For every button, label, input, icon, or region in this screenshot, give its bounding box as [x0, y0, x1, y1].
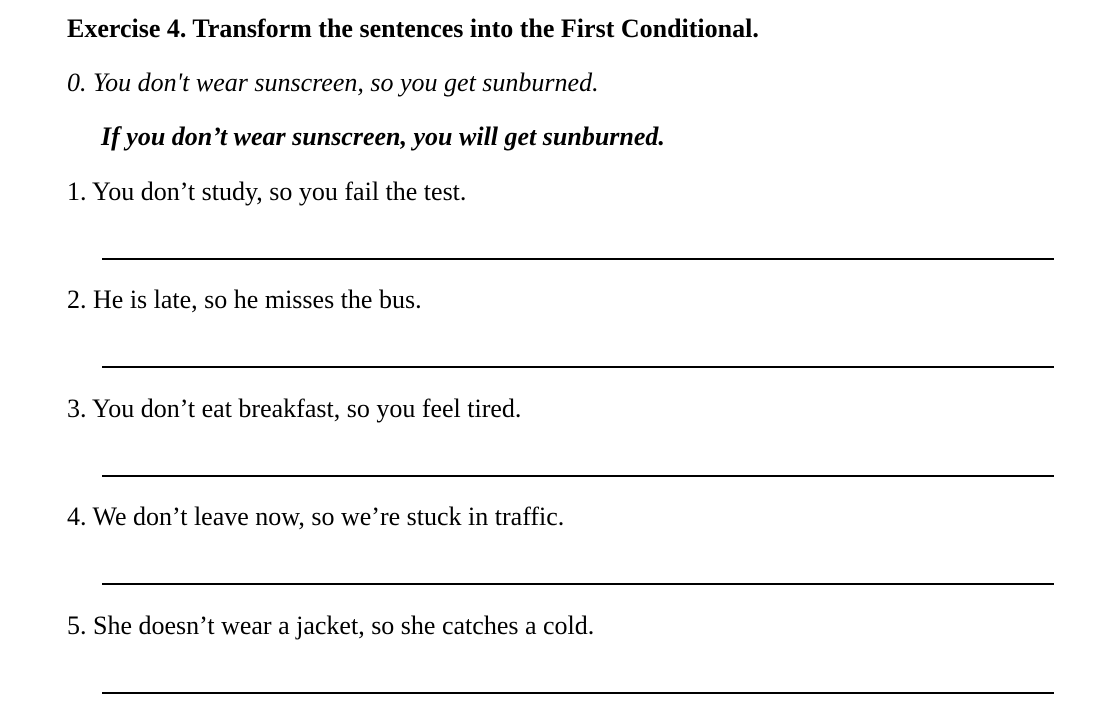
example-prompt: 0. You don't wear sunscreen, so you get sunburned.: [67, 68, 599, 97]
exercise-item-1: 1. You don’t study, so you fail the test.: [67, 177, 467, 206]
exercise-title: Exercise 4. Transform the sentences into the First Conditional.: [67, 14, 759, 43]
answer-line-3[interactable]: [102, 475, 1054, 477]
exercise-item-2: 2. He is late, so he misses the bus.: [67, 285, 422, 314]
exercise-item-4: 4. We don’t leave now, so we’re stuck in traffic.: [67, 502, 565, 531]
answer-line-1[interactable]: [102, 258, 1054, 260]
exercise-item-5: 5. She doesn’t wear a jacket, so she catches a cold.: [67, 611, 595, 640]
exercise-item-3: 3. You don’t eat breakfast, so you feel tired.: [67, 394, 522, 423]
answer-line-4[interactable]: [102, 583, 1054, 585]
answer-line-2[interactable]: [102, 366, 1054, 368]
example-answer: If you don’t wear sunscreen, you will get sunburned.: [101, 122, 665, 151]
answer-line-5[interactable]: [102, 692, 1054, 694]
